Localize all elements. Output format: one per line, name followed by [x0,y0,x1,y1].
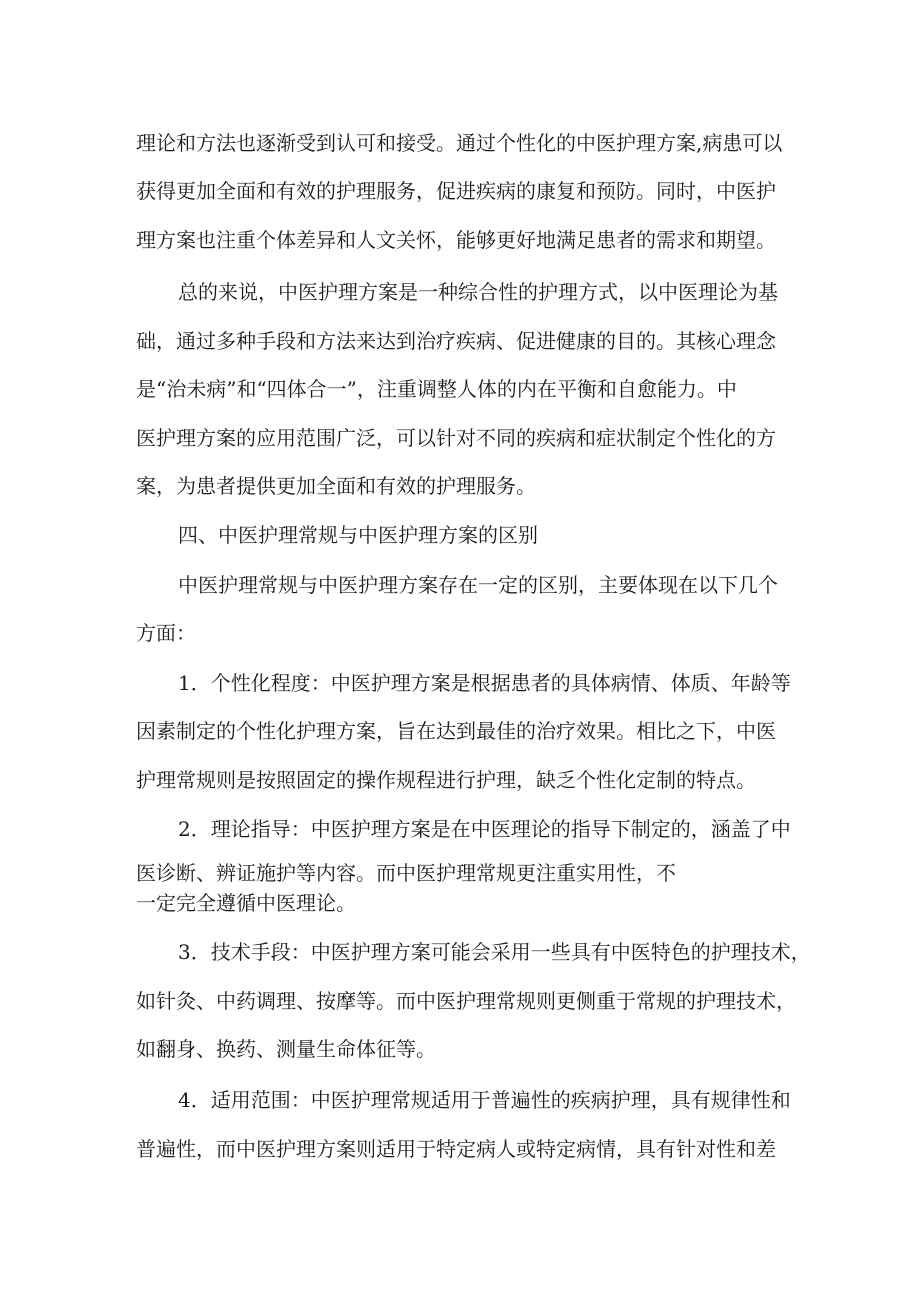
text-line: 医诊断、辨证施护等内容。而中医护理常规更注重实用性，不 [136,861,676,885]
text-line: 因素制定的个性化护理方案，旨在达到最佳的治疗效果。相比之下，中医 [136,719,776,743]
text-line: 2．理论指导：中医护理方案是在中医理论的指导下制定的，涵盖了中 [178,817,791,841]
text-line: 案，为患者提供更加全面和有效的护理服务。 [136,474,536,498]
text-line: 1．个性化程度：中医护理方案是根据患者的具体病情、体质、年龄等 [178,671,791,695]
text-line: 总的来说，中医护理方案是一种综合性的护理方式，以中医理论为基 [178,280,778,304]
text-line: 医护理方案的应用范围广泛，可以针对不同的疾病和症状制定个性化的方 [136,426,776,450]
section-heading: 四、中医护理常规与中医护理方案的区别 [178,523,538,547]
text-line: 如针灸、中药调理、按摩等。而中医护理常规则更侧重于常规的护理技术， [136,989,796,1013]
text-line: 理论和方法也逐渐受到认可和接受。通过个性化的中医护理方案,病患可以 [136,131,783,155]
text-line: 如翻身、换药、测量生命体征等。 [136,1037,436,1061]
text-line: 4．适用范围：中医护理常规适用于普遍性的疾病护理，具有规律性和 [178,1088,791,1112]
text-line: 3．技术手段：中医护理方案可能会采用一些具有中医特色的护理技术， [178,940,811,964]
text-line: 中医护理常规与中医护理方案存在一定的区别，主要体现在以下几个 [178,573,778,597]
text-line: 获得更加全面和有效的护理服务，促进疾病的康复和预防。同时，中医护 [136,179,776,203]
text-line: 是“治未病”和“四体合一”，注重调整人体的内在平衡和自愈能力。中 [136,377,737,401]
text-line: 础，通过多种手段和方法来达到治疗疾病、促进健康的目的。其核心理念 [136,329,776,353]
text-line: 理方案也注重个体差异和人文关怀，能够更好地满足患者的需求和期望。 [136,228,776,252]
text-line: 护理常规则是按照固定的操作规程进行护理，缺乏个性化定制的特点。 [136,768,756,792]
text-line: 方面： [136,621,196,645]
text-line: 普遍性，而中医护理方案则适用于特定病人或特定病情，具有针对性和差 [136,1137,776,1161]
text-line: 一定完全遵循中医理论。 [136,891,356,915]
